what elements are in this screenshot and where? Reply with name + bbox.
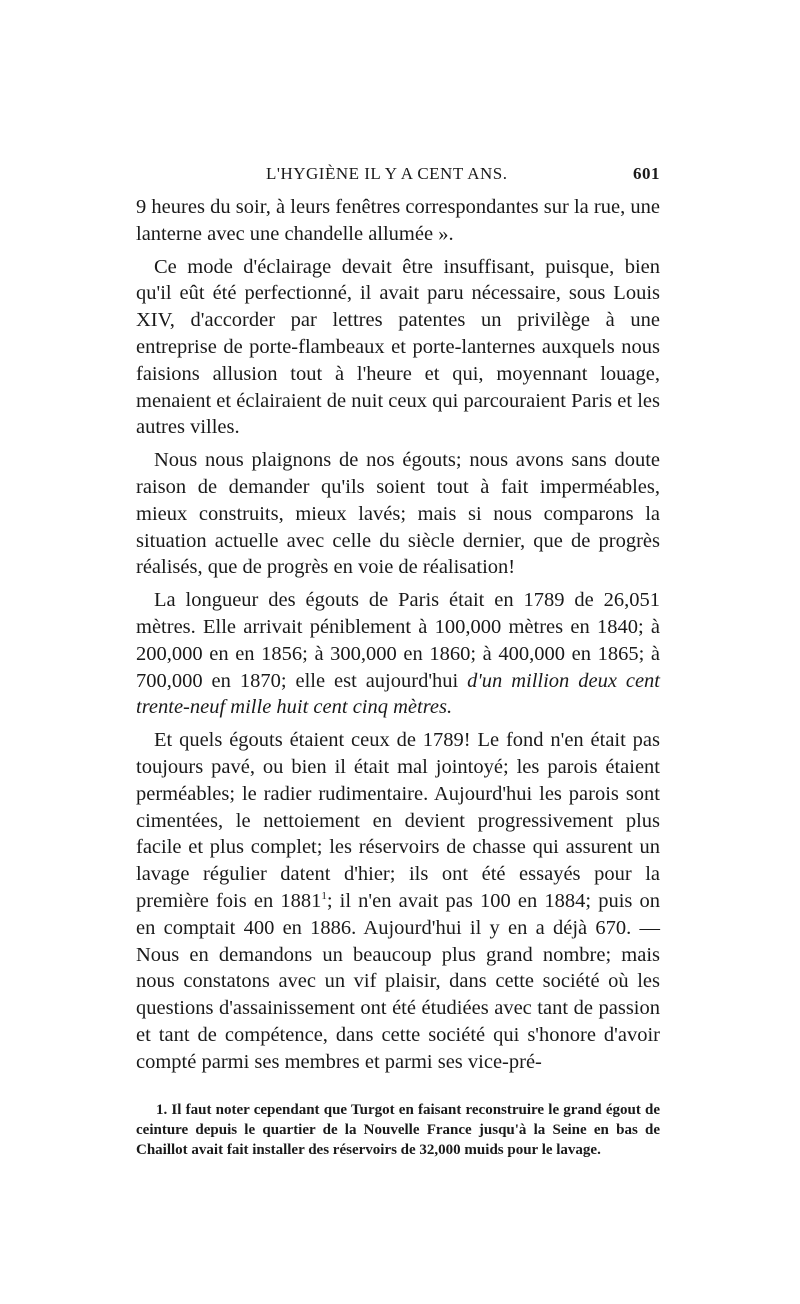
paragraph-lighting: Ce mode d'éclairage devait être insuffisant, puisque, bien qu'il eût été perfectionné, il avait paru nécessaire, sous Louis XIV, d'accorder par lettres patentes un privilège à une entreprise de porte-flambeaux et porte-lanternes auxquels nous faisions allusion tout à l'heure et qui, moyennant louage, menaient et éclairaient de nuit ceux qui parcouraient Paris et les autres villes. xyxy=(136,255,660,439)
running-head xyxy=(136,160,660,188)
footnote-text: 1. Il faut noter cependant que Turgot en faisant reconstruire le grand égout de ceinture depuis le quartier de la Nouvelle France jusqu'à la Seine en bas de Chaillot avait fait installer des réservoirs de 32,000 muids pour le lavage. xyxy=(136,1101,660,1158)
paragraph-continuation: 9 heures du soir, à leurs fenêtres correspondantes sur la rue, une lanterne avec une chandelle allumée ». xyxy=(136,196,660,245)
footnote-reference: 1 xyxy=(321,890,327,903)
footnote xyxy=(136,1100,660,1160)
paragraph-sewers-intro: Nous nous plaignons de nos égouts; nous avons sans doute raison de demander qu'ils soient tout à fait imperméables, mieux construits, mieux lavés; mais si nous comparons la situation actuelle avec celle du siècle dernier, que de progrès réalisés, que de progrès en voie de réalisation! xyxy=(136,449,660,579)
paragraph-sewer-length xyxy=(136,587,660,721)
sewers-1789-text: Et quels égouts étaient ceux de 1789! Le fond n'en était pas toujours pavé, ou bien il était mal jointoyé; les parois étaient perméables; le radier rudimentaire. Aujourd'hui les parois sont cimentées, le nettoiement en devient progressivement plus facile et plus complet; les réservoirs de chasse qui assurent un lavage régulier datent d'hier; ils ont été essayés pour la première fois en 1881 xyxy=(136,729,660,912)
page xyxy=(136,160,660,1160)
sewer-length-italic: d'un million deux cent trente-neuf mille huit cent cinq mètres. xyxy=(136,669,660,719)
page-number: 601 xyxy=(633,164,660,183)
running-head-title: L'HYGIÈNE IL Y A CENT ANS. xyxy=(266,164,508,183)
paragraph-sewers-1789 xyxy=(136,727,660,1075)
body-text xyxy=(136,194,660,1076)
sewer-length-text: La longueur des égouts de Paris était en 1789 de 26,051 mètres. Elle arrivait péniblement à 100,000 mètres en 1840; à 200,000 en en 1856; à 300,000 en 1860; à 400,000 en 1865; à 700,000 en 1870; elle est aujourd'hui xyxy=(136,589,660,692)
sewers-1789-text-continued: ; il n'en avait pas 100 en 1884; puis on en comptait 400 en 1886. Aujourd'hui il y en a déjà 670. — Nous en demandons un beaucoup plus grand nombre; mais nous constatons avec un vif plaisir, dans cette société où les questions d'assainissement ont été étudiées avec tant de passion et tant de compétence, dans cette société qui s'honore d'avoir compté parmi ses membres et parmi ses vice-pré- xyxy=(136,889,660,1073)
